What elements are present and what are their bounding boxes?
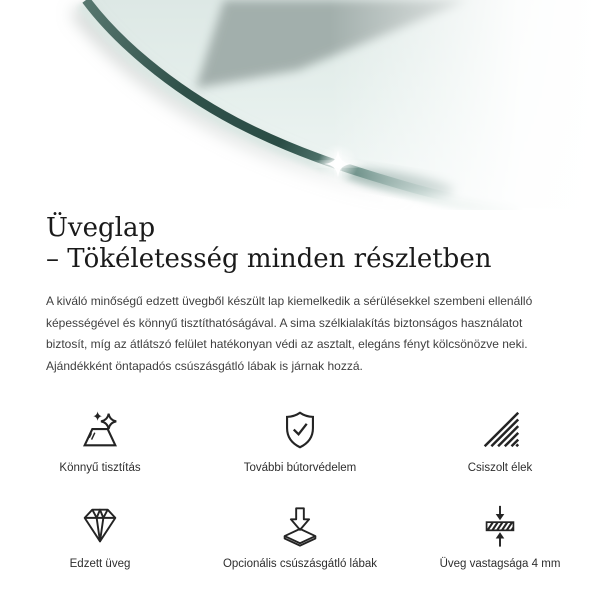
feature-label: Csiszolt élek	[467, 462, 533, 474]
diamond-icon	[77, 503, 123, 549]
sparkle-clean-icon	[77, 407, 123, 453]
product-photo	[0, 0, 600, 210]
product-description-text: A kiváló minőségű edzett üvegből készült lap kiemelkedik a sérülésekkel szembeni ellenálló képességével és könnyű tisztíthatóságával. A sima szélkialakítás biztonságos használatot biztosít, míg az átlátszó felület hatékonyan védi az asztalt, elegáns fényt kölcsönözve neki. Ajándékként öntapadós csúszásgátló lábak is járnak hozzá.	[46, 294, 533, 373]
feature-grid	[0, 407, 600, 571]
feature-easy-cleaning	[0, 407, 200, 475]
glass-thickness-icon	[477, 503, 523, 549]
feature-furniture-protection	[200, 407, 400, 475]
feature-glass-thickness	[400, 503, 600, 571]
shield-check-icon	[277, 407, 323, 453]
title-line-1: Üveglap	[46, 213, 156, 243]
feature-polished-edges	[400, 407, 600, 475]
feature-label: További bútorvédelem	[243, 462, 357, 474]
feature-anti-slip-pads	[200, 503, 400, 571]
page-title	[46, 213, 554, 275]
feature-tempered-glass	[0, 503, 200, 571]
feature-label: Opcionális csúszásgátló lábak	[222, 558, 378, 570]
feature-label: Edzett üveg	[69, 558, 131, 570]
title-line-2: – Tökéletesség minden részletben	[46, 244, 492, 274]
polished-edge-icon	[477, 407, 523, 453]
feature-label: Könnyű tisztítás	[59, 462, 141, 474]
glass-tabletop-image	[0, 0, 600, 210]
product-description-section	[0, 213, 600, 571]
arrow-down-pad-icon	[277, 503, 323, 549]
feature-label: Üveg vastagsága 4 mm	[439, 558, 561, 570]
